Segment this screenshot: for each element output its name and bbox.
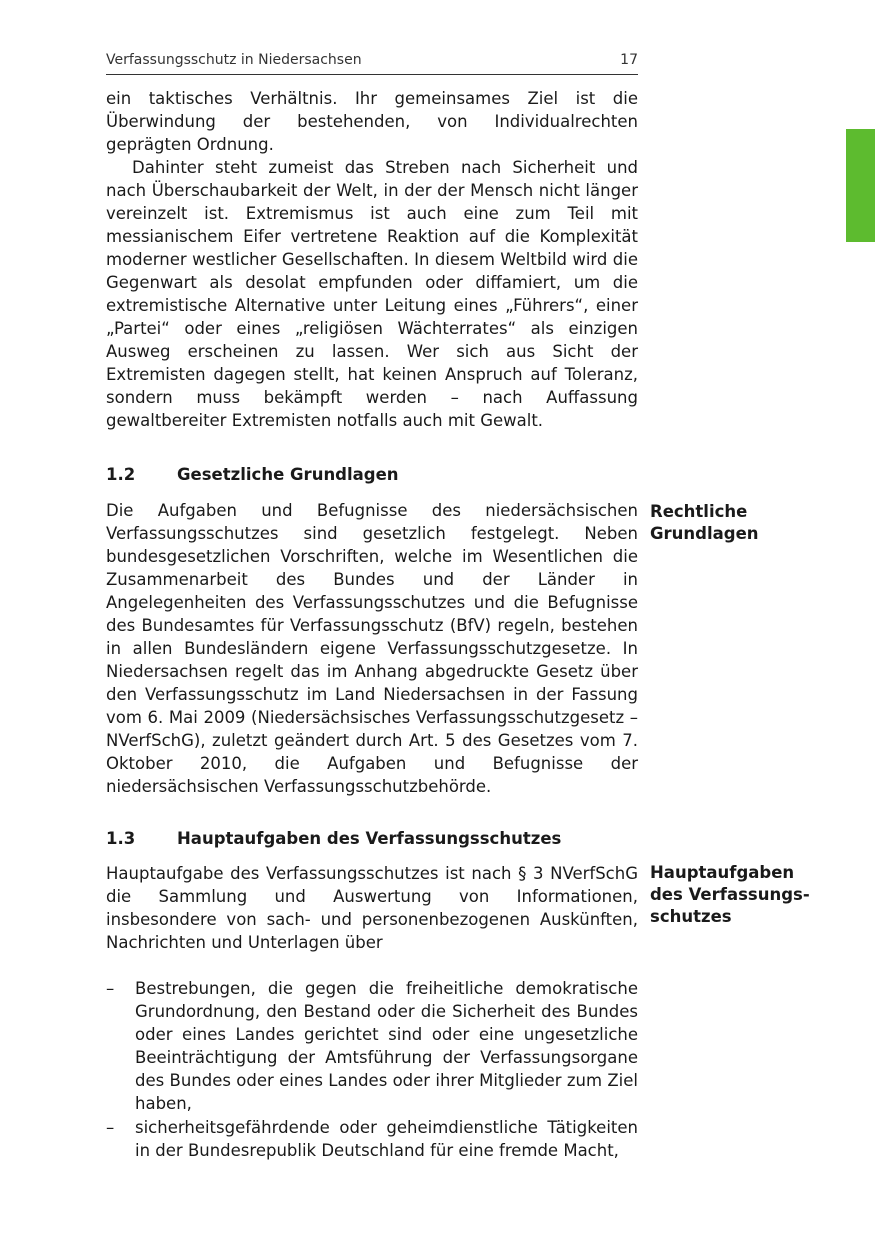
section-title: Gesetzliche Grundlagen (177, 465, 399, 484)
marginal-note-rechtliche-grundlagen (650, 501, 810, 545)
marginal-note-line: Hauptaufgaben (650, 863, 795, 882)
chapter-color-tab (846, 129, 875, 242)
marginal-note-line: Rechtliche (650, 502, 748, 521)
section-number: 1.3 (106, 829, 136, 848)
section-1-3-body: Hauptaufgabe des Verfassungsschutzes ist nach § 3 NVerfSchG die Sammlung und Auswertung von Informationen, insbesondere von sach- und personenbezogenen Auskünften, Nachrichten und Unterlagen über (106, 864, 638, 952)
section-number: 1.2 (106, 465, 136, 484)
marginal-note-line: des Verfassungs- (650, 885, 810, 904)
list-dash: – (106, 1118, 115, 1137)
marginal-note-hauptaufgaben (650, 862, 810, 928)
marginal-note-line: Grundlagen (650, 524, 759, 543)
intro-paragraph-1: ein taktisches Verhältnis. Ihr gemeinsames Ziel ist die Überwindung der bestehenden, von Individualrechten geprägten Ordnung. (106, 89, 638, 154)
list-item-text: sicherheitsgefährdende oder geheimdienstliche Tätigkeiten in der Bundesrepublik Deutschland für eine fremde Macht, (135, 1118, 638, 1160)
list-dash: – (106, 979, 115, 998)
intro-paragraph-2: Dahinter steht zumeist das Streben nach Sicherheit und nach Überschaubarkeit der Welt, in der der Mensch nicht länger vereinzelt ist. Extremismus ist auch eine zum Teil mit messianischem Eifer vertretene Reaktion auf die Komplexität moderner westlicher Gesellschaften. In diesem Weltbild wird die Gegenwart als desolat empfunden oder diffamiert, um die extremistische Alternative unter Leitung eines „Führers“, einer „Partei“ oder eines „religiösen Wächterrates“ als einzigen Ausweg erscheinen zu lassen. Wer sich aus Sicht der Extremisten dagegen stellt, hat keinen Anspruch auf Toleranz, sondern muss bekämpft werden – nach Auffassung gewaltbereiter Extremisten notfalls auch mit Gewalt. (106, 158, 638, 430)
section-1-2-body: Die Aufgaben und Befugnisse des niedersächsischen Verfassungsschutzes sind gesetzlich festgelegt. Neben bundesgesetzlichen Vorschriften, welche im Wesentlichen die Zusammenarbeit des Bundes und der Länder in Angelegenheiten des Verfassungsschutzes und die Befugnisse des Bundesamtes für Verfassungsschutz (BfV) regeln, bestehen in allen Bundesländern eigene Verfassungsschutzgesetze. In Niedersachsen regelt das im Anhang abgedruckte Gesetz über den Verfassungsschutz im Land Niedersachsen in der Fassung vom 6. Mai 2009 (Niedersächsisches Verfassungsschutzgesetz – NVerfSchG), zuletzt geändert durch Art. 5 des Gesetzes vom 7. Oktober 2010, die Aufgaben und Befugnisse der niedersächsischen Verfassungsschutzbehörde. (106, 501, 638, 796)
marginal-note-line: schutzes (650, 907, 732, 926)
section-title: Hauptaufgaben des Verfassungsschutzes (177, 829, 562, 848)
list-item-text: Bestrebungen, die gegen die freiheitliche demokratische Grundordnung, den Bestand oder die Sicherheit des Bundes oder eines Landes gerichtet sind oder eine ungesetzliche Beeinträchtigung der Amtsführung der Verfassungsorgane des Bundes oder eines Landes oder ihrer Mitglieder zum Ziel haben, (135, 979, 638, 1113)
running-header-title: Verfassungsschutz in Niedersachsen (106, 52, 362, 68)
page-number: 17 (620, 52, 638, 68)
running-header (106, 52, 638, 75)
